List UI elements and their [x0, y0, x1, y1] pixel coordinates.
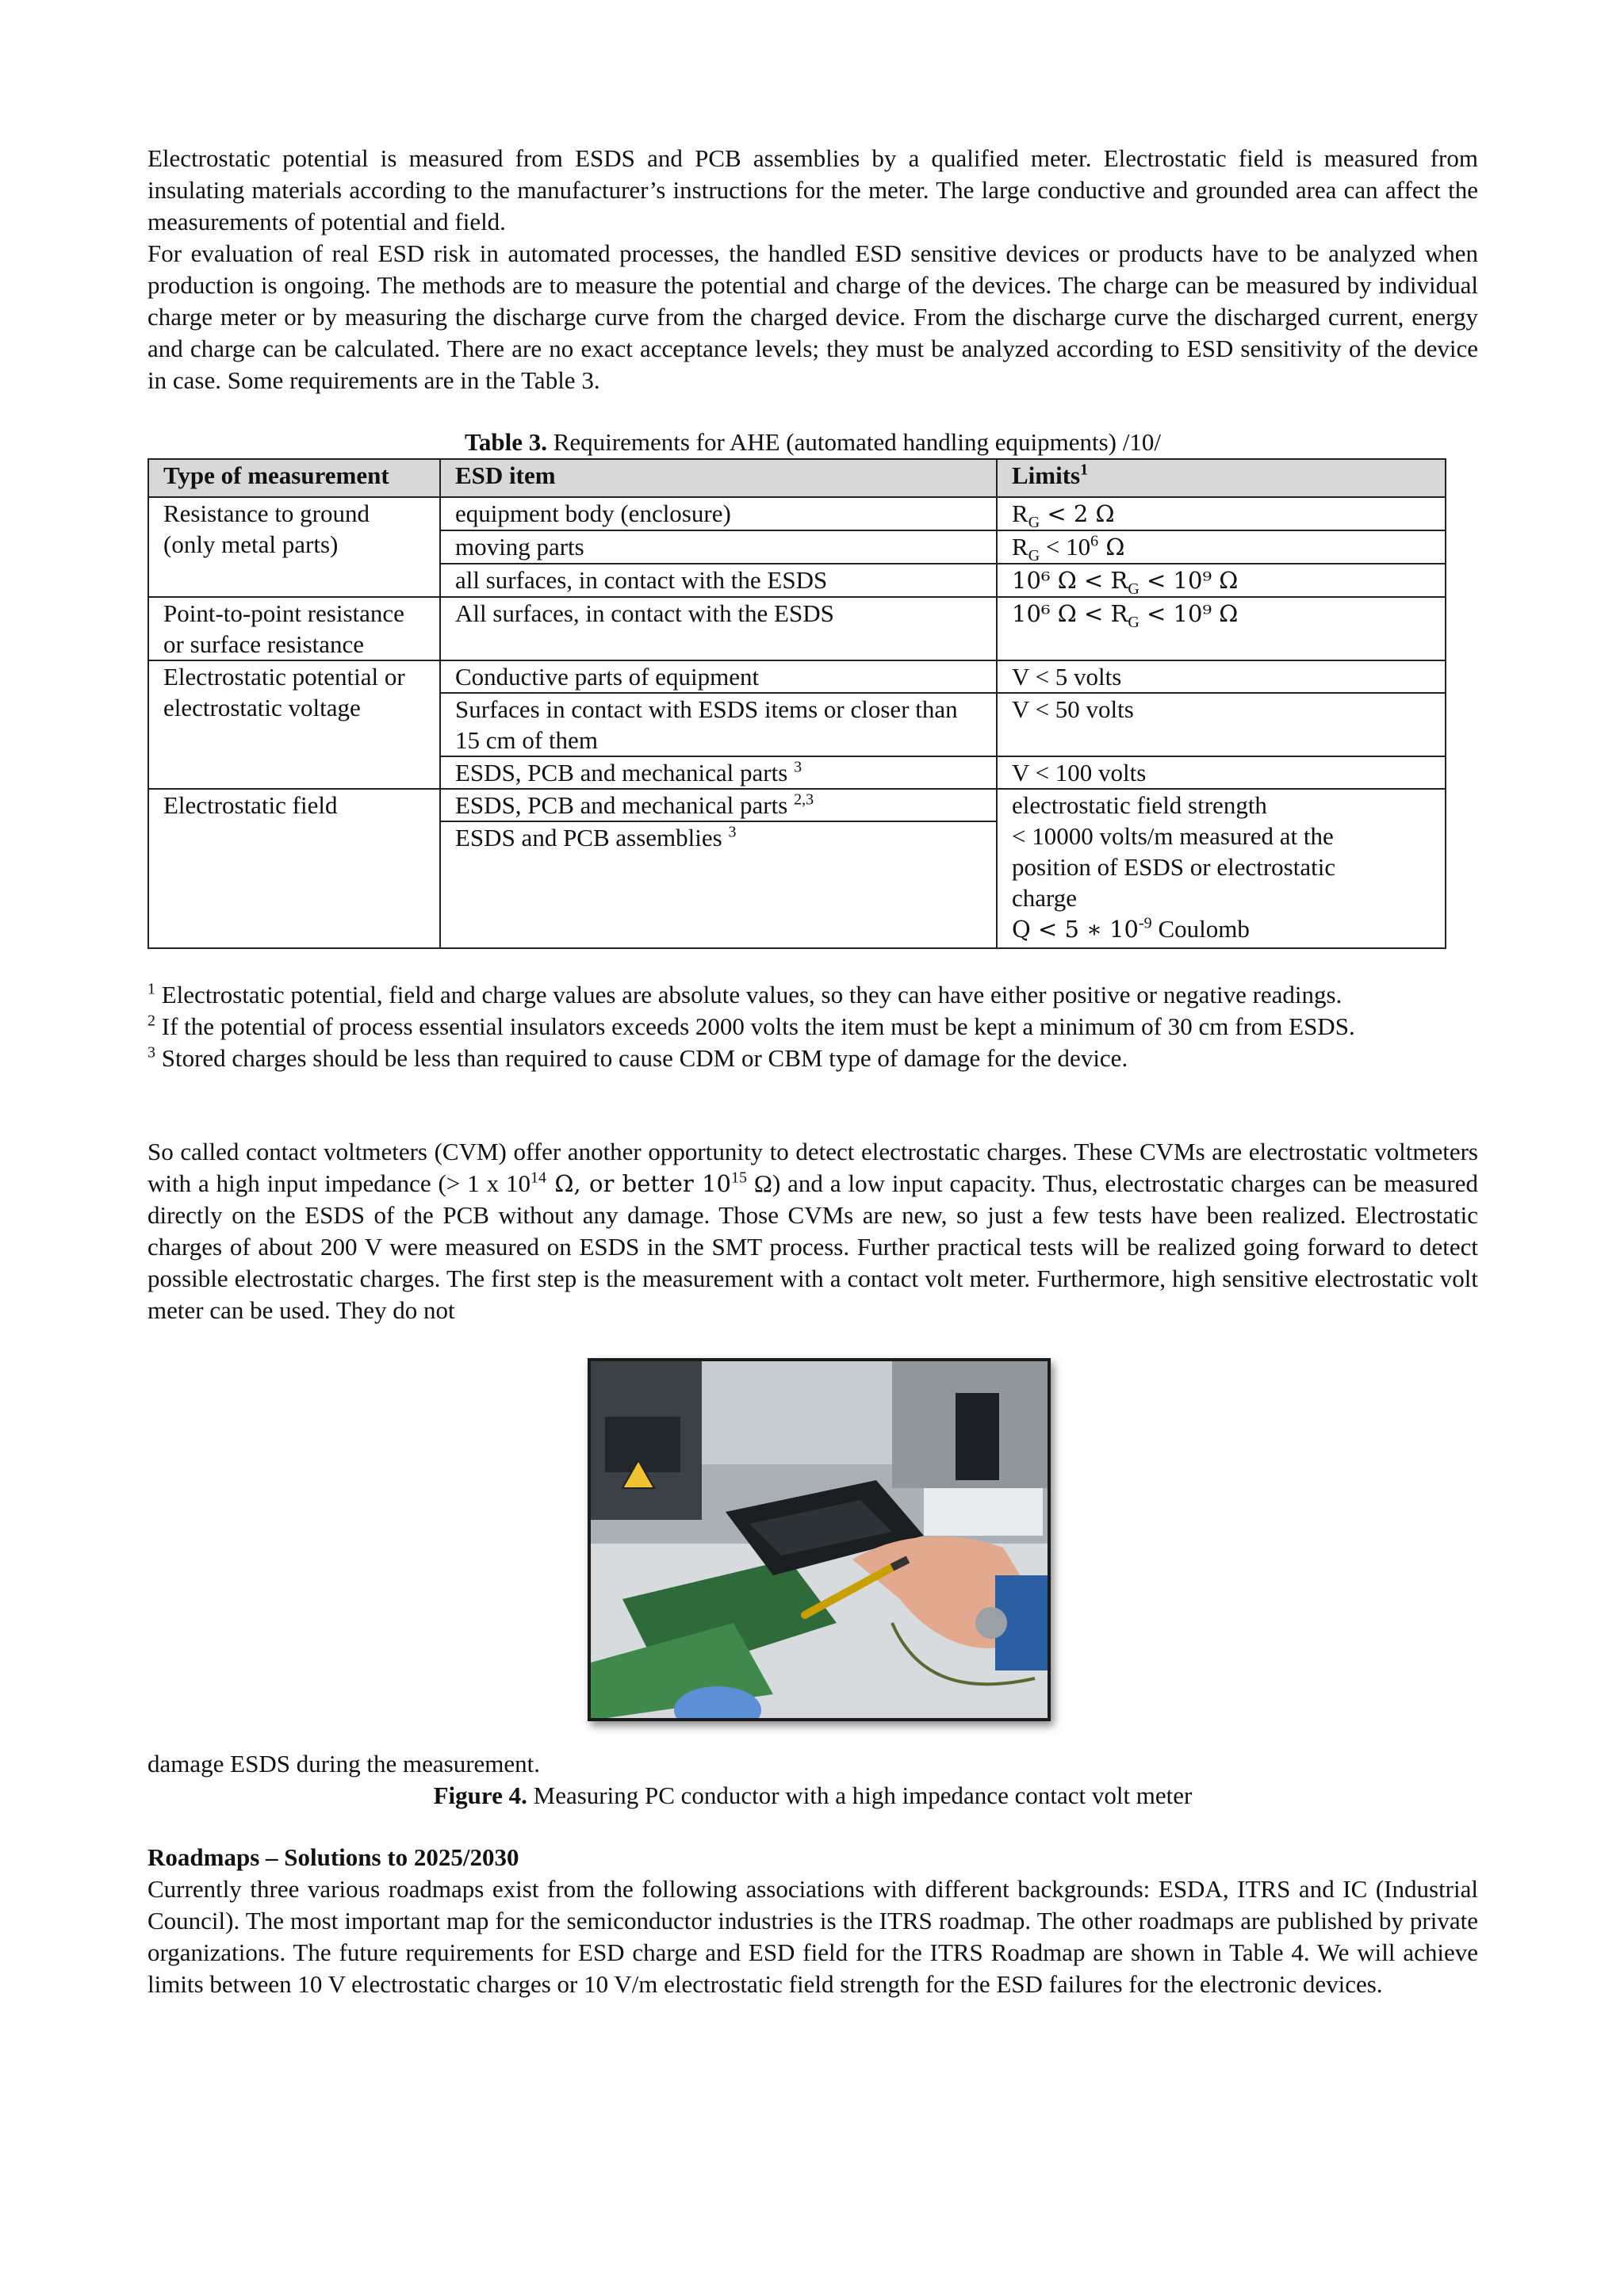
table-3-label: Table 3. — [465, 428, 547, 456]
header-item: ESD item — [440, 459, 997, 497]
limit-cell: $R_G < 10^6$ Ω — [997, 530, 1446, 564]
footnote-1: $^1$ Electrostatic potential, field and charge values are absolute values, so they can have either positive or negative readings. — [147, 980, 1342, 1008]
table-header-row — [148, 459, 1446, 497]
type-cell: Point-to-point resistance or surface resistance — [148, 597, 440, 660]
figure-4-caption: Figure 4. Measuring PC conductor with a high impedance contact volt meter — [433, 1781, 1193, 1809]
figure-4-photo — [588, 1358, 1051, 1721]
limit-cell: V < 50 volts — [997, 693, 1446, 756]
table-row — [148, 660, 1446, 693]
section-heading-roadmaps: Roadmaps – Solutions to 2025/2030 — [147, 1843, 519, 1871]
paragraph-potential: Electrostatic potential is measured from ESDS and PCB assemblies by a qualified meter. Electrostatic field is measured from insulating materials according to the manufacturer’s instructions for the meter. The large conductive and grounded area can affect the measurements of potential and field. — [147, 144, 1478, 235]
limit-cell: $R_G < 2$ Ω — [997, 497, 1446, 530]
footnote-3: $^3$ Stored charges should be less than required to cause CDM or CBM type of damage for the device. — [147, 1043, 1128, 1072]
header-limits: Limits$^1$ — [997, 459, 1446, 497]
limit-cell: V < 5 volts — [997, 660, 1446, 693]
item-cell: All surfaces, in contact with the ESDS — [440, 597, 997, 660]
type-cell: Resistance to ground (only metal parts) — [148, 497, 440, 597]
item-cell: Conductive parts of equipment — [440, 660, 997, 693]
paragraph-cvm-continued: damage ESDS during the measurement. — [147, 1750, 541, 1777]
limit-cell: 10⁶ $\Omega < R_G < 10^9$ Ω — [997, 597, 1446, 660]
table-3-caption — [147, 427, 1478, 458]
type-cell: Electrostatic potential or electrostatic voltage — [148, 660, 440, 789]
footnotes — [147, 979, 1478, 1074]
footnote-2: $^2$ If the potential of process essential insulators exceeds 2000 volts the item must be kept a minimum of 30 cm from ESDS. — [147, 1012, 1355, 1040]
paragraph-roadmaps: Currently three various roadmaps exist from the following associations with different backgrounds: ESDA, ITRS and IC (Industrial Council). The most important map for the semiconductor industries is the ITRS roadmap. The other roadmaps are published by private organizations. The future requirements for ESD charge and ESD field for the ITRS Roadmap are shown in Table 4. We will achieve limits between 10 V electrostatic charges or 10 V/m electrostatic field strength for the ESD failures for the electronic devices. — [147, 1875, 1478, 1998]
item-cell: ESDS, PCB and mechanical parts $^{2,3}$ — [440, 789, 997, 821]
paragraph-esd-risk: For evaluation of real ESD risk in automated processes, the handled ESD sensitive devices or products have to be analyzed when production is ongoing. The methods are to measure the potential and charge of the devices. The charge can be measured by individual charge meter or by measuring the discharge curve from the charged device. From the discharge curve the discharged current, energy and charge can be calculated. There are no exact acceptance levels; they must be analyzed according to ESD sensitivity of the device in case. Some requirements are in the Table 3. — [147, 239, 1478, 394]
item-cell: equipment body (enclosure) — [440, 497, 997, 530]
item-cell: all surfaces, in contact with the ESDS — [440, 564, 997, 597]
table-3-title: Requirements for AHE (automated handling equipments) /10/ — [546, 428, 1161, 456]
limit-cell: 10⁶ $\Omega < R_G < 10^9$ Ω — [997, 564, 1446, 597]
item-cell: Surfaces in contact with ESDS items or closer than 15 cm of them — [440, 693, 997, 756]
item-cell: ESDS and PCB assemblies $^3$ — [440, 821, 997, 948]
paragraph-cvm: So called contact voltmeters (CVM) offer another opportunity to detect electrostatic charges. These CVMs are electrostatic voltmeters with a high input impedance (> 1 x $10^{14}$ Ω, or better $10^{15}$ Ω) and a low input capacity. Thus, electrostatic charges can be measured directly on the ESDS of the PCB without any damage. Those CVMs are new, so just a few tests have been realized. Electrostatic charges of about 200 V were measured on ESDS in the SMT process. Further practical tests will be realized going forward to detect possible electrostatic charges. The first step is the measurement with a contact volt meter. Furthermore, high sensitive electrostatic volt meter can be used. They do not — [147, 1138, 1479, 1324]
table-row — [148, 597, 1446, 660]
limit-cell: V < 100 volts — [997, 756, 1446, 789]
type-cell: Electrostatic field — [148, 789, 440, 948]
header-type: Type of measurement — [148, 459, 440, 497]
limit-cell-field: electrostatic field strength < 10000 volts/m measured at the position of ESDS or electrostatic charge Q < 5 ∗ $10^{-9}$ Coulomb — [997, 789, 1446, 948]
page-content — [147, 143, 1478, 2000]
table-row — [148, 789, 1446, 821]
requirements-table — [147, 458, 1446, 949]
item-cell: moving parts — [440, 530, 997, 564]
item-cell: ESDS, PCB and mechanical parts $^3$ — [440, 756, 997, 789]
table-row — [148, 497, 1446, 530]
